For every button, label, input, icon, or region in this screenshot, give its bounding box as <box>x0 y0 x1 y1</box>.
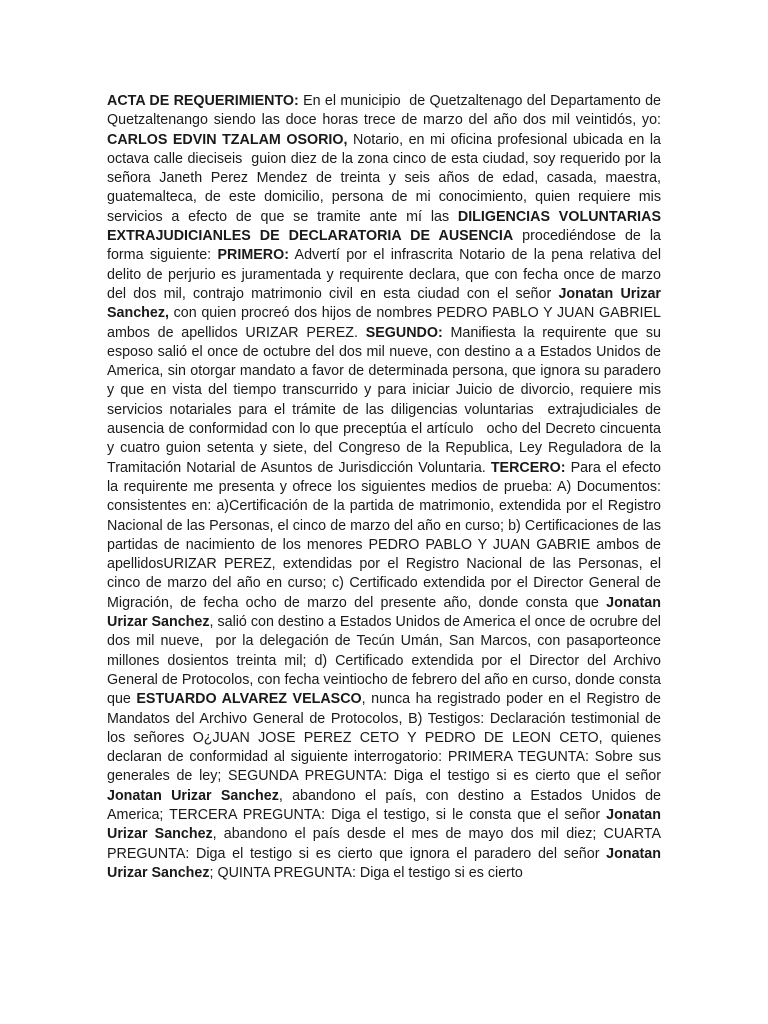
document-body <box>107 92 665 883</box>
body-text: Para el efecto la requirente me presenta y ofrece los siguientes medios de prueba: A) Documentos: consistentes en: a)Certificación de la partida de matrimonio, extendida por el Registro Nacional de las Personas, el cinco de marzo del año en curso; b) Certificaciones de las partidas de nacimiento de los menores PEDRO PABLO Y JUAN GABRIE ambos de apellidosURIZAR PEREZ, extendidas por el Registro Nacional de las Personas, el cinco de marzo del año en curso; c) Certificado extendida por el Director General de Migración, de fecha ocho de marzo del presente año, donde consta que <box>107 459 665 611</box>
clause-segundo: SEGUNDO: <box>365 324 443 341</box>
person-name: Jonatan Urizar Sanchez <box>107 594 665 631</box>
diligencias-title: DILIGENCIAS VOLUNTARIAS EXTRAJUDICIANLES DE DECLARATORIA DE AUSENCIA <box>107 208 665 245</box>
body-text: con quien procreó dos hijos de nombres PEDRO PABLO Y JUAN GABRIEL ambos de apellidos URIZAR PEREZ. <box>107 305 665 341</box>
body-text: En el municipio de Quetzaltenago del Departamento de Quetzaltenango siendo las doce horas trece de marzo del año dos mil veintidós, yo: <box>107 93 665 129</box>
body-text: procediéndose de la forma siguiente: <box>107 228 665 264</box>
person-name: Jonatan Urizar Sanchez, <box>107 285 665 322</box>
body-text: Notario, en mi oficina profesional ubicada en la octava calle dieciseis guion diez de la zona cinco de esta ciudad, soy requerido por la señora Janeth Perez Mendez de treinta y seis años de edad, casada, maestra, guatemalteca, de este domicilio, persona de mi conocimiento, quien requiere mis servicios a efecto de que se tramite ante mí las <box>107 131 665 225</box>
person-name: Jonatan Urizar Sanchez <box>107 806 665 843</box>
person-name: Jonatan Urizar Sanchez <box>107 787 279 804</box>
body-text: , abandono el país desde el mes de mayo dos mil diez; CUARTA PREGUNTA: Diga el testigo si es cierto que ignora el paradero del señor <box>107 826 665 862</box>
body-text: , salió con destino a Estados Unidos de America el once de ocrubre del dos mil nueve, por la delegación de Tecún Umán, San Marcos, con pasaporteonce millones dosientos treinta mil; d) Certificado extendida por el Director del Archivo General de Protocolos, con fecha veintiocho de febrero del año en curso, donde consta que <box>107 614 665 708</box>
clause-primero: PRIMERO: <box>217 247 289 264</box>
body-text: ; QUINTA PREGUNTA: Diga el testigo si es cierto <box>209 864 523 881</box>
person-name: Jonatan Urizar Sanchez <box>107 845 665 881</box>
body-text: Manifiesta la requirente que su esposo salió el once de octubre del dos mil nueve, con destino a a Estados Unidos de America, sin otorgar mandato a favor de determinada persona, que ignora su paradero y que en vista del tiempo transcurrido y para iniciar Juicio de divorcio, requiere mis servicios notariales para el trámite de las diligencias voluntarias extrajudiciales de ausencia de conformidad con lo que preceptúa el artículo ocho del Decreto cincuenta y cuatro guion setenta y siete, del Congreso de la Republica, Ley Reguladora de la Tramitación Notarial de Asuntos de Jurisdicción Voluntaria. <box>107 324 665 476</box>
body-text: , nunca ha registrado poder en el Registro de Mandatos del Archivo General de Protocolos, B) Testigos: Declaración testimonial de los señores O¿JUAN JOSE PEREZ CETO Y PEDRO DE LEON CETO, quienes declaran de conformidad al siguiente interrogatorio: PRIMERA TEGUNTA: Sobre sus generales de ley; SEGUNDA PREGUNTA: Diga el testigo si es cierto que el señor <box>107 691 665 785</box>
body-text: Advertí por el infrascrita Notario de la pena relativa del delito de perjurio es juramentada y requirente declara, que con fecha once de marzo del dos mil, contrajo matrimonio civil en esta ciudad con el señor <box>107 247 665 302</box>
clause-tercero: TERCERO: <box>490 459 566 476</box>
heading-acta-de-requerimiento: ACTA DE REQUERIMIENTO: <box>107 93 299 109</box>
notary-name: CARLOS EDVIN TZALAM OSORIO, <box>107 131 348 148</box>
person-name: ESTUARDO ALVAREZ VELASCO <box>136 691 362 708</box>
body-text: , abandono el país, con destino a Estados Unidos de America; TERCERA PREGUNTA: Diga el testigo, si le consta que el señor <box>107 787 665 823</box>
